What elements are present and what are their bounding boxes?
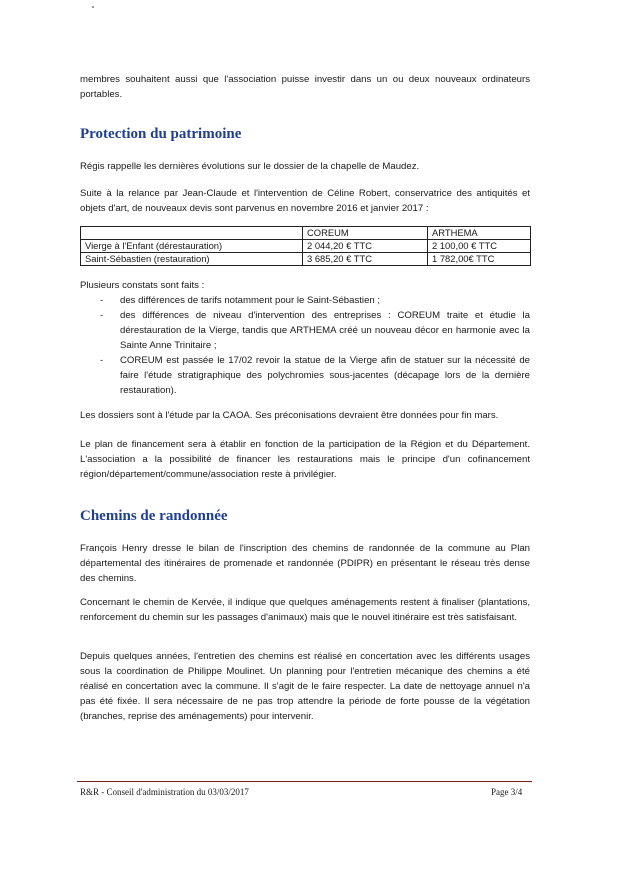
bullet-dash: -	[100, 355, 104, 366]
footer-divider	[77, 781, 532, 782]
list-item-text: COREUM est passée le 17/02 revoir la statue de la Vierge afin de statuer sur la nécessité de faire l'étude stratigraphique des polychromies sous-jacentes (décapage lors de la dernière restauration).	[120, 355, 530, 396]
table-cell: 3 685,20 € TTC	[303, 253, 428, 266]
randonnee-paragraph-2: Concernant le chemin de Kervée, il indique que quelques aménagements restent à finaliser (plantations, renforcement du chemin sur les passages d'animaux) mais que le nouvel itinéraire est très satisfaisant.	[80, 597, 530, 623]
table-header-cell: ARTHEMA	[428, 227, 531, 240]
table-cell: Saint-Sébastien (restauration)	[81, 253, 303, 266]
list-item	[80, 308, 530, 353]
list-item	[80, 353, 530, 398]
page-number: Page 3/4	[491, 787, 523, 797]
randonnee-paragraph-1: François Henry dresse le bilan de l'inscription des chemins de randonnée de la commune au Plan départemental des itinéraires de promenade et randonnée (PDIPR) en présentant le réseau très dense des chemins.	[80, 543, 530, 584]
list-item-text: des différences de tarifs notamment pour le Saint-Sébastien ;	[120, 295, 381, 306]
bullet-dash: -	[100, 295, 104, 306]
section-title-randonnee: Chemins de randonnée	[80, 508, 228, 524]
patrimoine-paragraph-4: Le plan de financement sera à établir en fonction de la participation de la Région et du Département. L'association a la possibilité de financer les restaurations mais le principe d'un cofinancement région/département/commune/association reste à privilégier.	[80, 439, 530, 480]
list-item	[80, 293, 530, 308]
scan-speck	[92, 6, 94, 8]
table-header-row	[81, 227, 531, 240]
section-title-patrimoine: Protection du patrimoine	[80, 126, 242, 142]
table-row	[81, 240, 531, 253]
patrimoine-paragraph-2: Suite à la relance par Jean-Claude et l'intervention de Céline Robert, conservatrice des antiquités et objets d'art, de nouveaux devis sont parvenus en novembre 2016 et janvier 2017 :	[80, 188, 530, 214]
randonnee-paragraph-3: Depuis quelques années, l'entretien des chemins est réalisé en concertation avec les différents usages sous la coordination de Philippe Moulinet. Un planning pour l'entretien mécanique des chemins a été réalisé en concertation avec la commune. Il s'agit de le faire respecter. La date de nettoyage annuel n'a pas été fixée. Il sera nécessaire de ne pas trop attendre la période de forte pousse de la végétation (branches, reprise des aménagements) pour intervenir.	[80, 651, 530, 722]
table-cell: 2 100,00 € TTC	[428, 240, 531, 253]
constats-intro: Plusieurs constats sont faits :	[80, 280, 205, 291]
patrimoine-paragraph-1: Régis rappelle les dernières évolutions sur le dossier de la chapelle de Maudez.	[80, 161, 420, 172]
list-item-text: des différences de niveau d'intervention des entreprises : COREUM traite et étudie la dérestauration de la Vierge, tandis que ARTHEMA créé un nouveau décor en harmonie avec la Sainte Anne Trinitaire ;	[120, 310, 530, 351]
footer-title: R&R - Conseil d'administration du 03/03/2017	[80, 787, 249, 797]
table-row	[81, 253, 531, 266]
devis-table	[80, 226, 531, 266]
patrimoine-paragraph-3: Les dossiers sont à l'étude par la CAOA. Ses préconisations devraient être données pour fin mars.	[80, 410, 499, 421]
table-cell: 2 044,20 € TTC	[303, 240, 428, 253]
intro-paragraph: membres souhaitent aussi que l'association puisse investir dans un ou deux nouveaux ordinateurs portables.	[80, 74, 530, 100]
table-header-cell: COREUM	[303, 227, 428, 240]
table-header-cell	[81, 227, 303, 240]
constats-list	[80, 293, 530, 398]
table-cell: 1 782,00€ TTC	[428, 253, 531, 266]
bullet-dash: -	[100, 310, 104, 321]
table-cell: Vierge à l'Enfant (dérestauration)	[81, 240, 303, 253]
